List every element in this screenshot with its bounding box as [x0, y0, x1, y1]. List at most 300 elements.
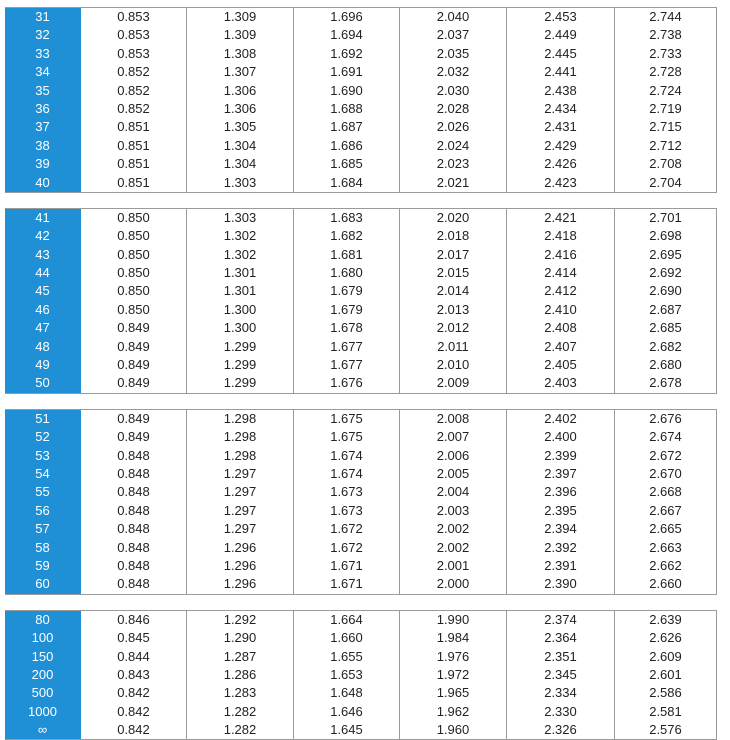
table-row: [5, 26, 717, 44]
value-cell: 2.351: [507, 648, 615, 666]
value-cell: 2.023: [400, 155, 507, 173]
table-row: [5, 338, 717, 356]
table-row: [5, 246, 717, 264]
value-cell: 2.744: [615, 8, 717, 26]
table-row: [5, 174, 717, 192]
df-cell: 54: [5, 465, 81, 483]
value-cell: 1.297: [187, 483, 294, 501]
table-row: [5, 137, 717, 155]
df-cell: 35: [5, 82, 81, 100]
value-cell: 1.283: [187, 684, 294, 702]
value-cell: 1.302: [187, 246, 294, 264]
value-cell: 0.851: [81, 174, 187, 192]
value-cell: 2.674: [615, 428, 717, 446]
value-cell: 2.692: [615, 264, 717, 282]
value-cell: 2.012: [400, 319, 507, 337]
df-cell: 58: [5, 539, 81, 557]
df-cell: 50: [5, 374, 81, 392]
value-cell: 1.679: [294, 282, 400, 300]
value-cell: 2.394: [507, 520, 615, 538]
value-cell: 2.667: [615, 502, 717, 520]
value-cell: 1.308: [187, 45, 294, 63]
value-cell: 1.645: [294, 721, 400, 739]
value-cell: 1.691: [294, 63, 400, 81]
value-cell: 1.306: [187, 100, 294, 118]
value-cell: 1.646: [294, 703, 400, 721]
value-cell: 0.842: [81, 703, 187, 721]
value-cell: 1.690: [294, 82, 400, 100]
df-cell: 1000: [5, 703, 81, 721]
value-cell: 2.408: [507, 319, 615, 337]
df-cell: 56: [5, 502, 81, 520]
value-cell: 2.660: [615, 575, 717, 593]
value-cell: 1.976: [400, 648, 507, 666]
value-cell: 2.403: [507, 374, 615, 392]
table-row: [5, 63, 717, 81]
value-cell: 1.298: [187, 447, 294, 465]
value-cell: 2.364: [507, 629, 615, 647]
value-cell: 1.300: [187, 301, 294, 319]
value-cell: 0.842: [81, 684, 187, 702]
table-row: [5, 45, 717, 63]
df-cell: 44: [5, 264, 81, 282]
value-cell: 2.438: [507, 82, 615, 100]
df-cell: 31: [5, 8, 81, 26]
value-cell: 2.407: [507, 338, 615, 356]
value-cell: 2.030: [400, 82, 507, 100]
value-cell: 0.844: [81, 648, 187, 666]
value-cell: 2.715: [615, 118, 717, 136]
value-cell: 2.453: [507, 8, 615, 26]
value-cell: 1.664: [294, 611, 400, 629]
table-row: [5, 502, 717, 520]
value-cell: 2.668: [615, 483, 717, 501]
table-row: [5, 575, 717, 593]
value-cell: 1.673: [294, 502, 400, 520]
value-cell: 0.849: [81, 356, 187, 374]
value-cell: 2.581: [615, 703, 717, 721]
table-row: [5, 465, 717, 483]
df-cell: 45: [5, 282, 81, 300]
value-cell: 0.850: [81, 246, 187, 264]
value-cell: 2.024: [400, 137, 507, 155]
value-cell: 1.683: [294, 209, 400, 227]
df-cell: 59: [5, 557, 81, 575]
value-cell: 2.396: [507, 483, 615, 501]
value-cell: 1.677: [294, 356, 400, 374]
value-cell: 1.681: [294, 246, 400, 264]
value-cell: 2.421: [507, 209, 615, 227]
value-cell: 1.296: [187, 575, 294, 593]
value-cell: 1.696: [294, 8, 400, 26]
table-row: [5, 356, 717, 374]
value-cell: 0.851: [81, 118, 187, 136]
table-row: [5, 319, 717, 337]
value-cell: 1.692: [294, 45, 400, 63]
value-cell: 2.032: [400, 63, 507, 81]
value-cell: 0.845: [81, 629, 187, 647]
value-cell: 2.445: [507, 45, 615, 63]
table-row: [5, 483, 717, 501]
value-cell: 2.395: [507, 502, 615, 520]
table-row: [5, 282, 717, 300]
value-cell: 0.852: [81, 100, 187, 118]
value-cell: 1.684: [294, 174, 400, 192]
value-cell: 2.665: [615, 520, 717, 538]
df-cell: 33: [5, 45, 81, 63]
table-row: [5, 264, 717, 282]
value-cell: 2.670: [615, 465, 717, 483]
value-cell: 1.305: [187, 118, 294, 136]
value-cell: 2.733: [615, 45, 717, 63]
table-row: [5, 684, 717, 702]
value-cell: 0.849: [81, 319, 187, 337]
value-cell: 0.843: [81, 666, 187, 684]
table-row: [5, 703, 717, 721]
value-cell: 0.849: [81, 374, 187, 392]
value-cell: 2.330: [507, 703, 615, 721]
value-cell: 1.303: [187, 174, 294, 192]
value-cell: 2.418: [507, 227, 615, 245]
value-cell: 1.299: [187, 356, 294, 374]
value-cell: 1.682: [294, 227, 400, 245]
value-cell: 2.002: [400, 520, 507, 538]
value-cell: 0.853: [81, 45, 187, 63]
value-cell: 1.297: [187, 502, 294, 520]
value-cell: 1.685: [294, 155, 400, 173]
value-cell: 2.586: [615, 684, 717, 702]
value-cell: 1.290: [187, 629, 294, 647]
value-cell: 2.678: [615, 374, 717, 392]
df-cell: 41: [5, 209, 81, 227]
value-cell: 1.304: [187, 155, 294, 173]
value-cell: 2.639: [615, 611, 717, 629]
table-row: [5, 374, 717, 392]
value-cell: 1.972: [400, 666, 507, 684]
df-cell: 55: [5, 483, 81, 501]
value-cell: 0.848: [81, 465, 187, 483]
value-cell: 1.299: [187, 374, 294, 392]
value-cell: 1.303: [187, 209, 294, 227]
value-cell: 2.738: [615, 26, 717, 44]
value-cell: 1.282: [187, 703, 294, 721]
value-cell: 0.850: [81, 227, 187, 245]
df-cell: 48: [5, 338, 81, 356]
value-cell: 1.687: [294, 118, 400, 136]
table-row: [5, 8, 717, 26]
value-cell: 2.431: [507, 118, 615, 136]
row-group: [5, 209, 717, 394]
value-cell: 0.850: [81, 282, 187, 300]
table-row: [5, 155, 717, 173]
table-row: [5, 539, 717, 557]
value-cell: 2.701: [615, 209, 717, 227]
value-cell: 1.673: [294, 483, 400, 501]
value-cell: 2.035: [400, 45, 507, 63]
value-cell: 2.334: [507, 684, 615, 702]
value-cell: 2.037: [400, 26, 507, 44]
value-cell: 1.298: [187, 428, 294, 446]
value-cell: 2.414: [507, 264, 615, 282]
value-cell: 1.677: [294, 338, 400, 356]
value-cell: 1.675: [294, 410, 400, 428]
df-cell: 57: [5, 520, 81, 538]
value-cell: 1.962: [400, 703, 507, 721]
value-cell: 2.576: [615, 721, 717, 739]
value-cell: 1.292: [187, 611, 294, 629]
value-cell: 2.724: [615, 82, 717, 100]
value-cell: 0.850: [81, 301, 187, 319]
value-cell: 0.848: [81, 520, 187, 538]
value-cell: 1.653: [294, 666, 400, 684]
value-cell: 1.676: [294, 374, 400, 392]
value-cell: 2.410: [507, 301, 615, 319]
value-cell: 2.040: [400, 8, 507, 26]
value-cell: 1.674: [294, 465, 400, 483]
value-cell: 1.671: [294, 557, 400, 575]
value-cell: 2.423: [507, 174, 615, 192]
df-cell: 51: [5, 410, 81, 428]
df-cell: 32: [5, 26, 81, 44]
value-cell: 0.842: [81, 721, 187, 739]
value-cell: 2.412: [507, 282, 615, 300]
value-cell: 2.719: [615, 100, 717, 118]
value-cell: 1.965: [400, 684, 507, 702]
df-cell: 36: [5, 100, 81, 118]
value-cell: 1.301: [187, 264, 294, 282]
value-cell: 1.660: [294, 629, 400, 647]
value-cell: 2.690: [615, 282, 717, 300]
df-cell: 60: [5, 575, 81, 593]
table-row: [5, 629, 717, 647]
value-cell: 2.397: [507, 465, 615, 483]
critical-values-table: [5, 7, 717, 740]
value-cell: 2.026: [400, 118, 507, 136]
value-cell: 0.848: [81, 502, 187, 520]
value-cell: 1.679: [294, 301, 400, 319]
value-cell: 2.663: [615, 539, 717, 557]
value-cell: 2.000: [400, 575, 507, 593]
table-row: [5, 209, 717, 227]
value-cell: 1.960: [400, 721, 507, 739]
value-cell: 0.853: [81, 8, 187, 26]
value-cell: 2.400: [507, 428, 615, 446]
value-cell: 2.704: [615, 174, 717, 192]
value-cell: 2.416: [507, 246, 615, 264]
value-cell: 2.402: [507, 410, 615, 428]
value-cell: 0.848: [81, 557, 187, 575]
value-cell: 1.675: [294, 428, 400, 446]
df-cell: 500: [5, 684, 81, 702]
group-separator: [5, 595, 717, 611]
df-cell: 34: [5, 63, 81, 81]
table-row: [5, 82, 717, 100]
value-cell: 1.309: [187, 26, 294, 44]
value-cell: 2.010: [400, 356, 507, 374]
row-group: [5, 611, 717, 740]
value-cell: 0.849: [81, 410, 187, 428]
row-group: [5, 8, 717, 193]
value-cell: 1.299: [187, 338, 294, 356]
value-cell: 2.405: [507, 356, 615, 374]
df-cell: 80: [5, 611, 81, 629]
value-cell: 1.655: [294, 648, 400, 666]
value-cell: 2.390: [507, 575, 615, 593]
value-cell: 0.848: [81, 447, 187, 465]
df-cell: 52: [5, 428, 81, 446]
value-cell: 2.449: [507, 26, 615, 44]
value-cell: 2.007: [400, 428, 507, 446]
value-cell: 1.674: [294, 447, 400, 465]
value-cell: 2.626: [615, 629, 717, 647]
table-row: [5, 666, 717, 684]
value-cell: 2.015: [400, 264, 507, 282]
value-cell: 2.601: [615, 666, 717, 684]
value-cell: 2.712: [615, 137, 717, 155]
value-cell: 2.676: [615, 410, 717, 428]
value-cell: 2.014: [400, 282, 507, 300]
df-cell: 47: [5, 319, 81, 337]
value-cell: 2.441: [507, 63, 615, 81]
df-cell: 40: [5, 174, 81, 192]
value-cell: 1.296: [187, 557, 294, 575]
value-cell: 0.850: [81, 209, 187, 227]
value-cell: 1.287: [187, 648, 294, 666]
table-row: [5, 648, 717, 666]
df-cell: 53: [5, 447, 81, 465]
value-cell: 2.326: [507, 721, 615, 739]
value-cell: 1.298: [187, 410, 294, 428]
value-cell: 2.391: [507, 557, 615, 575]
table-row: [5, 118, 717, 136]
value-cell: 0.848: [81, 539, 187, 557]
value-cell: 0.853: [81, 26, 187, 44]
value-cell: 2.004: [400, 483, 507, 501]
df-cell: 38: [5, 137, 81, 155]
value-cell: 1.671: [294, 575, 400, 593]
value-cell: 2.017: [400, 246, 507, 264]
value-cell: 2.003: [400, 502, 507, 520]
value-cell: 2.008: [400, 410, 507, 428]
value-cell: 2.426: [507, 155, 615, 173]
value-cell: 2.728: [615, 63, 717, 81]
value-cell: 0.852: [81, 63, 187, 81]
value-cell: 2.662: [615, 557, 717, 575]
value-cell: 2.013: [400, 301, 507, 319]
table-row: [5, 520, 717, 538]
df-cell: 49: [5, 356, 81, 374]
value-cell: 2.005: [400, 465, 507, 483]
row-group: [5, 410, 717, 595]
value-cell: 1.286: [187, 666, 294, 684]
value-cell: 1.296: [187, 539, 294, 557]
value-cell: 2.695: [615, 246, 717, 264]
value-cell: 0.851: [81, 137, 187, 155]
value-cell: 2.374: [507, 611, 615, 629]
df-cell: 150: [5, 648, 81, 666]
value-cell: 2.698: [615, 227, 717, 245]
value-cell: 2.434: [507, 100, 615, 118]
value-cell: 1.300: [187, 319, 294, 337]
table-row: [5, 557, 717, 575]
value-cell: 0.849: [81, 428, 187, 446]
value-cell: 2.680: [615, 356, 717, 374]
value-cell: 2.682: [615, 338, 717, 356]
value-cell: 2.021: [400, 174, 507, 192]
table-row: [5, 100, 717, 118]
value-cell: 2.687: [615, 301, 717, 319]
value-cell: 1.297: [187, 520, 294, 538]
value-cell: 2.672: [615, 447, 717, 465]
group-separator: [5, 394, 717, 410]
value-cell: 1.307: [187, 63, 294, 81]
table-row: [5, 227, 717, 245]
value-cell: 2.009: [400, 374, 507, 392]
table-row: [5, 721, 717, 739]
value-cell: 1.686: [294, 137, 400, 155]
value-cell: 1.688: [294, 100, 400, 118]
value-cell: 1.672: [294, 520, 400, 538]
df-cell: 43: [5, 246, 81, 264]
table-row: [5, 428, 717, 446]
value-cell: 1.678: [294, 319, 400, 337]
value-cell: 1.694: [294, 26, 400, 44]
value-cell: 1.672: [294, 539, 400, 557]
value-cell: 1.648: [294, 684, 400, 702]
df-cell: 100: [5, 629, 81, 647]
value-cell: 2.020: [400, 209, 507, 227]
value-cell: 0.852: [81, 82, 187, 100]
value-cell: 2.399: [507, 447, 615, 465]
value-cell: 0.850: [81, 264, 187, 282]
value-cell: 1.302: [187, 227, 294, 245]
value-cell: 1.680: [294, 264, 400, 282]
df-cell: 39: [5, 155, 81, 173]
value-cell: 1.301: [187, 282, 294, 300]
table-row: [5, 410, 717, 428]
value-cell: 0.848: [81, 575, 187, 593]
table-row: [5, 447, 717, 465]
value-cell: 2.028: [400, 100, 507, 118]
value-cell: 0.849: [81, 338, 187, 356]
value-cell: 2.609: [615, 648, 717, 666]
value-cell: 2.018: [400, 227, 507, 245]
value-cell: 1.984: [400, 629, 507, 647]
value-cell: 0.846: [81, 611, 187, 629]
value-cell: 0.851: [81, 155, 187, 173]
df-cell: ∞: [5, 721, 81, 739]
df-cell: 200: [5, 666, 81, 684]
value-cell: 2.429: [507, 137, 615, 155]
value-cell: 2.002: [400, 539, 507, 557]
table-row: [5, 611, 717, 629]
df-cell: 37: [5, 118, 81, 136]
value-cell: 2.708: [615, 155, 717, 173]
value-cell: 2.345: [507, 666, 615, 684]
group-separator: [5, 193, 717, 209]
value-cell: 2.392: [507, 539, 615, 557]
value-cell: 1.309: [187, 8, 294, 26]
value-cell: 2.001: [400, 557, 507, 575]
value-cell: 2.006: [400, 447, 507, 465]
value-cell: 1.282: [187, 721, 294, 739]
value-cell: 1.306: [187, 82, 294, 100]
value-cell: 1.990: [400, 611, 507, 629]
df-cell: 42: [5, 227, 81, 245]
value-cell: 2.011: [400, 338, 507, 356]
value-cell: 2.685: [615, 319, 717, 337]
value-cell: 1.304: [187, 137, 294, 155]
